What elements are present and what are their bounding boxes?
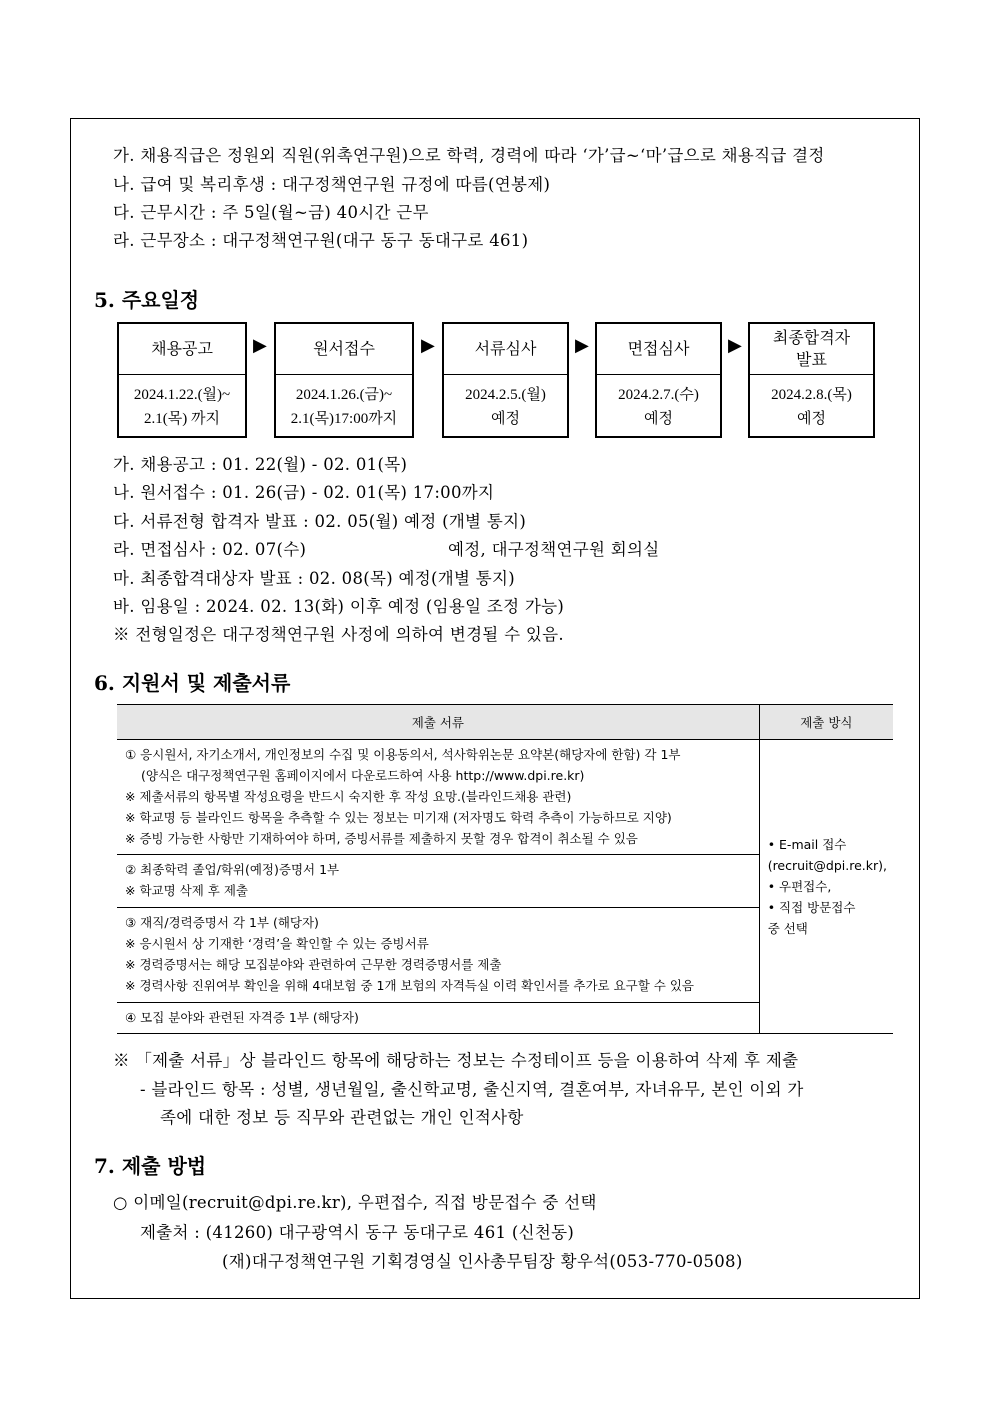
- step-name: 원서접수: [276, 324, 412, 375]
- flow-arrow-icon: ▶: [728, 335, 742, 356]
- documents-cell: ④ 모집 분야와 관련된 자격증 1부 (해당자): [117, 1003, 759, 1034]
- schedule-item: 마. 최종합격대상자 발표 : 02. 08(목) 예정(개별 통지): [113, 569, 515, 588]
- hours-item: 다. 근무시간 : 주 5일(월~금) 40시간 근무: [113, 203, 429, 222]
- location-item: 라. 근무장소 : 대구정책연구원(대구 동구 동대구로 461): [113, 231, 529, 250]
- documents-cell: ③ 재직/경력증명서 각 1부 (해당자) ※ 응시원서 상 기재한 ‘경력’을 확인할 수 있는 증빙서류 ※ 경력증명서는 해당 모집분야와 관련하여 근무한 경력증명서를 제출 ※ 경력사항 진위여부 확인을 위해 4대보험 중 1개 보험의 자격득실 이력 확인서를 추가로 요구할 수 있음: [117, 908, 759, 1003]
- step-box-application: [274, 322, 414, 438]
- step-name: 면접심사: [597, 324, 720, 375]
- table-row: [117, 740, 893, 855]
- section7-title: 7. 제출 방법: [94, 1154, 207, 1178]
- schedule-item: 바. 임용일 : 2024. 02. 13(화) 이후 예정 (임용일 조정 가능): [113, 597, 565, 616]
- step-box-posting: [117, 322, 247, 438]
- step-date: 2024.1.26.(금)~ 2.1(목)17:00까지: [290, 387, 398, 427]
- section6-title: 6. 지원서 및 제출서류: [94, 671, 291, 695]
- submission-method-cell: • E-mail 접수 (recruit@dpi.re.kr), • 우편접수, • 직접 방문접수 중 선택: [759, 740, 893, 1034]
- interview-note: 예정, 대구정책연구원 회의실: [448, 540, 660, 559]
- grade-item: 가. 채용직급은 정원외 직원(위촉연구원)으로 학력, 경력에 따라 ‘가’급~‘마’급으로 채용직급 결정: [113, 146, 825, 165]
- step-name: 서류심사: [444, 324, 567, 375]
- step-name: 채용공고: [119, 324, 245, 375]
- step-date: 2024.2.7.(수) 예정: [618, 387, 699, 427]
- submission-address: 제출처 : (41260) 대구광역시 동구 동대구로 461 (신천동): [140, 1223, 575, 1242]
- table-header-row: [117, 705, 893, 740]
- step-date: 2024.2.8.(목) 예정: [771, 387, 852, 427]
- step-box-final-result: [748, 322, 875, 438]
- schedule-item: 가. 채용공고 : 01. 22(월) - 02. 01(목): [113, 455, 408, 474]
- schedule-item: 다. 서류전형 합격자 발표 : 02. 05(월) 예정 (개별 통지): [113, 512, 527, 531]
- column-header-method: 제출 방식: [759, 705, 893, 740]
- blind-items: - 블라인드 항목 : 성별, 생년월일, 출신학교명, 출신지역, 결혼여부, 자녀유무, 본인 이외 가: [140, 1080, 804, 1099]
- submission-method: ○ 이메일(recruit@dpi.re.kr), 우편접수, 직접 방문접수 중 선택: [113, 1193, 597, 1212]
- flow-arrow-icon: ▶: [253, 335, 267, 356]
- step-date: 2024.2.5.(월) 예정: [465, 387, 546, 427]
- schedule-note: ※ 전형일정은 대구정책연구원 사정에 의하여 변경될 수 있음.: [113, 625, 564, 644]
- step-date: 2024.1.22.(월)~ 2.1(목) 까지: [133, 387, 231, 427]
- blind-note: ※ 「제출 서류」상 블라인드 항목에 해당하는 정보는 수정테이프 등을 이용하여 삭제 후 제출: [113, 1051, 799, 1070]
- submission-contact: (재)대구정책연구원 기획경영실 인사총무팀장 황우석(053-770-0508): [222, 1252, 743, 1271]
- schedule-item: 라. 면접심사 : 02. 07(수): [113, 540, 307, 559]
- step-box-interview: [595, 322, 722, 438]
- step-name: 최종합격자 발표: [750, 324, 873, 375]
- documents-table: [117, 704, 893, 1034]
- section5-title: 5. 주요일정: [94, 288, 200, 312]
- documents-cell: ② 최종학력 졸업/학위(예정)증명서 1부 ※ 학교명 삭제 후 제출: [117, 855, 759, 908]
- column-header-documents: 제출 서류: [117, 705, 759, 740]
- blind-items-cont: 족에 대한 정보 등 직무와 관련없는 개인 인적사항: [160, 1108, 524, 1127]
- flow-arrow-icon: ▶: [421, 335, 435, 356]
- salary-item: 나. 급여 및 복리후생 : 대구정책연구원 규정에 따름(연봉제): [113, 175, 551, 194]
- flow-arrow-icon: ▶: [575, 335, 589, 356]
- step-box-document-review: [442, 322, 569, 438]
- schedule-item: 나. 원서접수 : 01. 26(금) - 02. 01(목) 17:00까지: [113, 483, 495, 502]
- documents-cell: ① 응시원서, 자기소개서, 개인정보의 수집 및 이용동의서, 석사학위논문 요약본(해당자에 한함) 각 1부 (양식은 대구정책연구원 홈페이지에서 다운로드하여 사용 http://www.dpi.re.kr) ※ 제출서류의 항목별 작성요령을 반드시 숙지한 후 작성 요망.(블라인드채용 관련) ※ 학교명 등 블라인드 항목을 추측할 수 있는 정보는 미기재 (저자명도 학력 추측이 가능하므로 지양) ※ 증빙 가능한 사항만 기재하여야 하며, 증빙서류를 제출하지 못할 경우 합격이 취소될 수 있음: [117, 740, 759, 855]
